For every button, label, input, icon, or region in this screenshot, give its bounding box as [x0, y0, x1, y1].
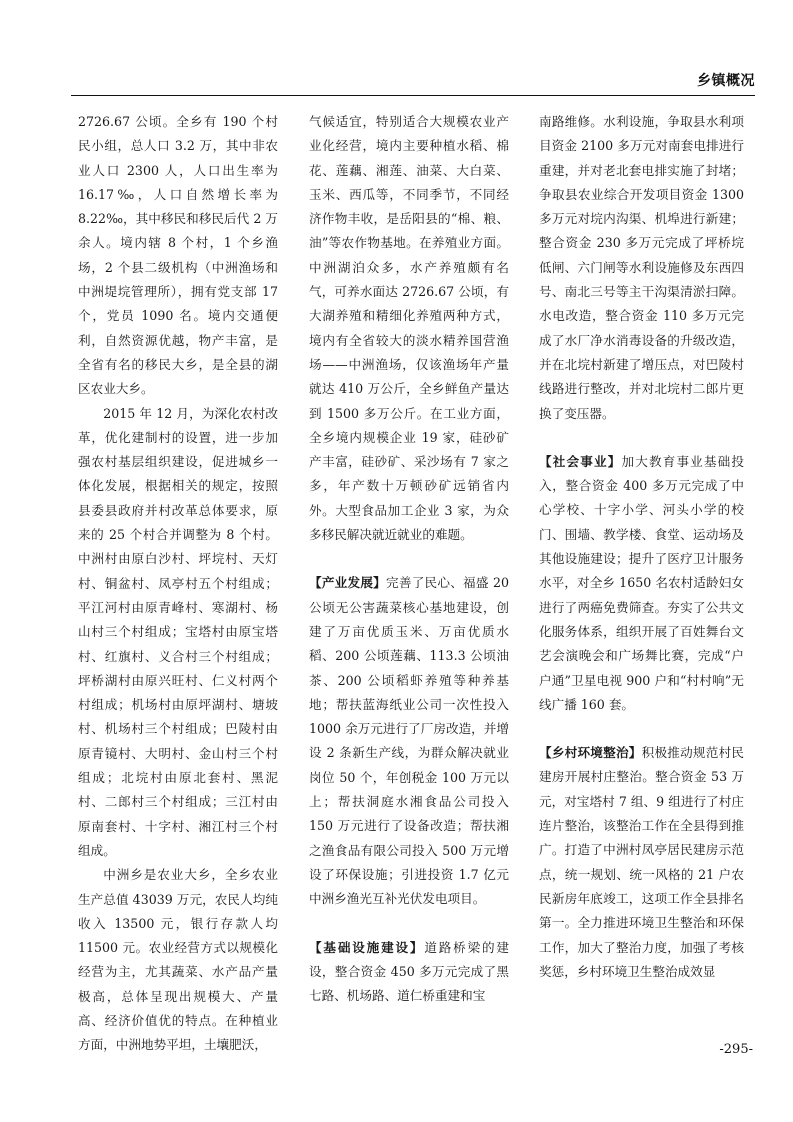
paragraph: 2726.67 公顷。全乡有 190 个村民小组，总人口 3.2 万，其中非农业人口 2300 人，人口出生率为 16.17‰，人口自然增长率为 8.22‰，其中移民和移民后代 2 万余人。境内辖 8 个村，1 个乡渔场，2 个县二级机构（中洲渔场和中洲堤垸管理所），拥有党支部 17 个，党员 1090 名。境内交通便利，自然资源优越，物产丰富，是全省有名的移民大乡，是全县的湖区农业大乡。	[78, 114, 278, 397]
section-gap	[539, 717, 744, 741]
running-header-title: 乡镇概况	[697, 73, 755, 89]
text-column-1	[78, 110, 278, 1058]
section-body: 完善了民心、福盛 20 公顷无公害蔬菜核心基地建设，创建了万亩优质玉米、万亩优质水稻、200 公顷莲藕、113.3 公顷油茶、200 公顷稻虾养殖等种养基地；帮扶蓝海纸业公司一次性投入 1000 余万元进行了厂房改造，并增设 2 条新生产线，为群众解决就业岗位 50 个，年创税金 100 万元以上；帮扶洞庭水湘食品公司投入 150 万元进行了设备改造；帮扶湘之渔食品有限公司投入 500 万元增设了环保设施；引进投资 1.7 亿元中洲乡渔光互补光伏发电项目。	[309, 575, 510, 907]
page-number: -295-	[719, 1042, 753, 1057]
section-body: 加大教育事业基础投入，整合资金 400 多万元完成了中心学校、十字小学、河头小学的校门、围墙、教学楼、食堂、运动场及其他设施建设；提升了医疗卫计服务水平，对全乡 1650 名农村适龄妇女进行了两癌免费筛查。夯实了公共文化服务体系，组织开展了百姓舞台文艺会演晚会和广场舞比赛，完成“户户通”卫星电视 900 户和“村村响”无线广播 160 套。	[539, 453, 745, 712]
header-rule	[71, 95, 755, 96]
paragraph: 中洲乡是农业大乡，全乡农业生产总值 43039 万元，农民人均纯收入 13500 元，银行存款人均 11500 元。农业经营方式以规模化经营为主，尤其蔬菜、水产品产量极高，总体呈现出规模大、产量高、经济价值优的特点。在种植业方面，中洲地势平坦，土壤肥沃，	[78, 867, 278, 1053]
section-heading: 【基础设施建设】	[309, 939, 425, 955]
section-heading: 【乡村环境整治】	[539, 745, 642, 761]
section-gap	[309, 912, 509, 936]
paragraph: 2015 年 12 月，为深化农村改革，优化建制村的设置，进一步加强农村基层组织建设，促进城乡一体化发展，根据相关的规定，按照县委县政府并村改革总体要求，原来的 25 个村合并调整为 8 个村。中洲村由原白沙村、坪垸村、天灯村、铜盆村、凤亭村五个村组成；平江河村由原青峰村、寒湖村、杨山村三个村组成；宝塔村由原宝塔村、红旗村、义合村三个村组成；坪桥湖村由原兴旺村、仁义村两个村组成；机场村由原坪湖村、塘坡村、机场村三个村组成；巴陵村由原青镜村、大明村、金山村三个村组成；北垸村由原北套村、黑泥村、二郎村三个村组成；三江村由原南套村、十字村、湘江村三个村组成。	[78, 405, 278, 858]
section-body: 道路桥梁的建设，整合资金 450 多万元完成了黑七路、机场路、道仁桥重建和宝	[309, 939, 510, 1004]
section-environment	[539, 741, 744, 984]
section-heading: 【社会事业】	[539, 453, 622, 469]
section-body: 积极推动规范村民建房开展村庄整治。整合资金 53 万元，对宝塔村 7 组、9 组进行了村庄连片整治，该整治工作在全县得到推广。打造了中洲村凤亭居民建房示范点，统一规划、统一风格的 21 户农民新房年底竣工，这项工作全县排名第一。全力推进环境卫生整治和环保工作，加大了整治力度，加强了考核奖惩，乡村环境卫生整治成效显	[539, 745, 745, 979]
section-gap	[309, 547, 509, 571]
paragraph: 气候适宜，特别适合大规模农业产业化经营，境内主要种植水稻、棉花、莲藕、湘莲、油菜、大白菜、玉米、西瓜等，不同季节，不同经济作物丰收，是岳阳县的“棉、粮、油”等农作物基地。在养殖业方面。中洲湖泊众多，水产养殖颇有名气，可养水面达 2726.67 公顷，有大湖养殖和精细化养殖两种方式，境内有全省较大的淡水精养国营渔场——中洲渔场，仅该渔场年产量就达 410 万公斤，全乡鲜鱼产量达到 1500 多万公斤。在工业方面，全乡境内规模企业 19 家，硅砂矿产丰富，硅砂矿、采沙场有 7 家之多，年产数十万顿砂矿远销省内外。大型食品加工企业 3 家，为众多移民解决就近就业的难题。	[309, 114, 509, 543]
section-industry	[309, 571, 509, 911]
section-infrastructure	[309, 936, 509, 1009]
paragraph: 南路维修。水利设施，争取县水利项目资金 2100 多万元对南套电排进行重建，并对老北套电排实施了封堵；争取县农业综合开发项目资金 1300 多万元对垸内沟渠、机埠进行新建；整合资金 230 多万元完成了坪桥垸低闸、六门闸等水利设施修及东西四号、南北三号等主干沟渠清淤扫障。水电改造，整合资金 110 多万元完成了水厂净水消毒设备的升级改造，并在北垸村新建了增压点，对巴陵村线路进行整改，并对北垸村二郎片更换了变压器。	[539, 114, 744, 421]
section-social	[539, 450, 744, 717]
section-gap	[539, 426, 744, 450]
section-heading: 【产业发展】	[309, 575, 387, 591]
text-column-2	[309, 110, 509, 1008]
text-column-3	[539, 110, 744, 984]
